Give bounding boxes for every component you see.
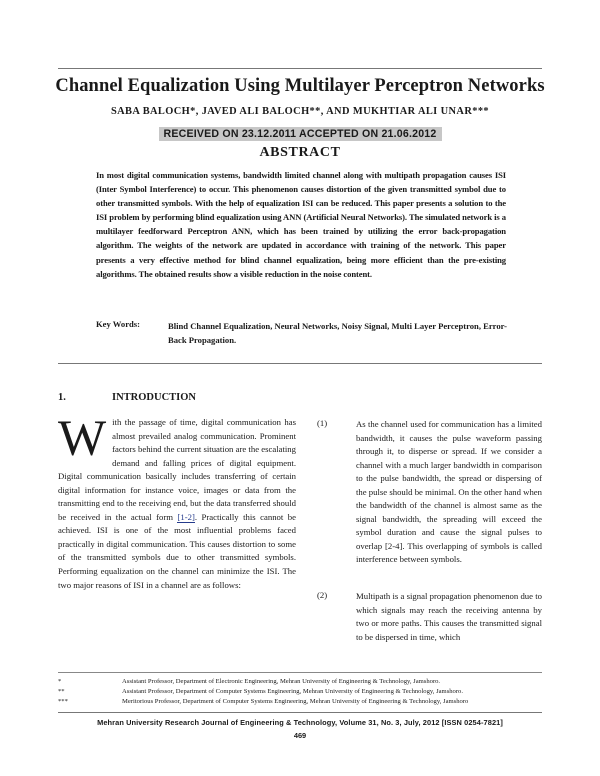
drop-cap: W (58, 411, 107, 467)
footnote-mark: *** (58, 698, 68, 705)
footnote-mark: ** (58, 688, 65, 695)
page-number: 469 (293, 731, 307, 740)
paper-title: Channel Equalization Using Multilayer Perceptron Networks (55, 76, 545, 96)
footnote-text: Assistant Professor, Department of Electronic Engineering, Mehran University of Engineering & Technology, Jamshoro. (122, 678, 441, 685)
list-item-text: As the channel used for communication has a limited bandwidth, it causes the pulse waveform passing through it, to disperse or spread. If we consider a channel with a much larger bandwidth in comparison to the pulse bandwidth, the spread or dispersing of the pulse should be minimal. On the other hand when the bandwidth of the channel is almost same as the signal bandwidth, the spreading will exceed the symbol duration and cause the signal pulses to overlap [2-4]. This overlapping of symbols is called interference between symbols. (356, 419, 542, 565)
footnote (58, 677, 440, 686)
footnote (58, 697, 468, 706)
author-list: SABA BALOCH*, JAVED ALI BALOCH**, AND MUKHTIAR ALI UNAR*** (110, 106, 490, 117)
footnote-text: Meritorious Professor, Department of Computer Systems Engineering, Mehran University of Engineering & Technology, Jamshoro (122, 698, 469, 705)
keywords-text: Blind Channel Equalization, Neural Networks, Noisy Signal, Multi Layer Perceptron, Error-Back Propagation. (168, 321, 507, 346)
keywords-label: Key Words: (96, 319, 141, 329)
top-rule (58, 68, 542, 69)
footnote-text: Assistant Professor, Department of Computer Systems Engineering, Mehran University of Engineering & Technology, Jamshoro. (122, 688, 463, 695)
footnote-mark: * (58, 678, 62, 685)
list-item-number: (2) (317, 590, 328, 600)
citation-link[interactable]: [1-2] (177, 511, 195, 522)
intro-text-part-2: . Practically this cannot be achieved. ISI is one of the most influential problems faced practically in digital communication. This causes distortion to some of the transmitted symbols due to other transmitted symbols. Performing equalization on the channel can minimize the ISI. The two major reasons of ISI in a channel are as follows: (58, 511, 296, 590)
intro-text-part-1: ith the passage of time, digital communication has almost prevailed analog communication. Prominent factors behind the current situation are the escalating demand and falling prices of digital equipment. Digital communication basically includes transferring of certain digital information for instance voice, images or data from the transmitting end to the receiving end, but the data transferred should be received in the actual form (58, 417, 296, 522)
received-dates: RECEIVED ON 23.12.2011 ACCEPTED ON 21.06.2012 (159, 127, 442, 141)
footer-rule (58, 712, 542, 713)
section-number: 1. (58, 392, 66, 403)
list-item-text: Multipath is a signal propagation phenomenon due to which signals may reach the receiving antenna by two or more paths. This causes the transmitted signal to be dispersed in time, which (356, 591, 542, 642)
abstract-text: In most digital communication systems, bandwidth limited channel along with multipath propagation causes ISI (Inter Symbol Interference) to occur. This phenomenon causes distortion of the given transmitted symbol due to other transmitted symbols. With the help of equalization ISI can be reduced. This paper presents a solution to the ISI problem by performing blind equalization using ANN (Artificial Neural Networks). The simulated network is a multilayer feedforward Perceptron ANN, which has been trained by utilizing the error back-propagation algorithm. The weights of the network are updated in accordance with training of the network. This paper presents a very effective method for blind channel equalization, being more efficient than the pre-existing algorithms. The obtained results show a visible reduction in the noise content. (96, 170, 506, 279)
list-item-number: (1) (317, 418, 328, 428)
footnote (58, 687, 463, 696)
journal-footer: Mehran University Research Journal of Engineering & Technology, Volume 31, No. 3, July, 2012 [ISSN 0254-7821] (97, 718, 503, 727)
section-divider (58, 363, 542, 364)
footnote-rule (58, 672, 542, 673)
abstract-heading: ABSTRACT (259, 145, 341, 160)
section-title: INTRODUCTION (112, 392, 197, 403)
received-banner (0, 124, 600, 142)
intro-paragraph (58, 411, 296, 592)
